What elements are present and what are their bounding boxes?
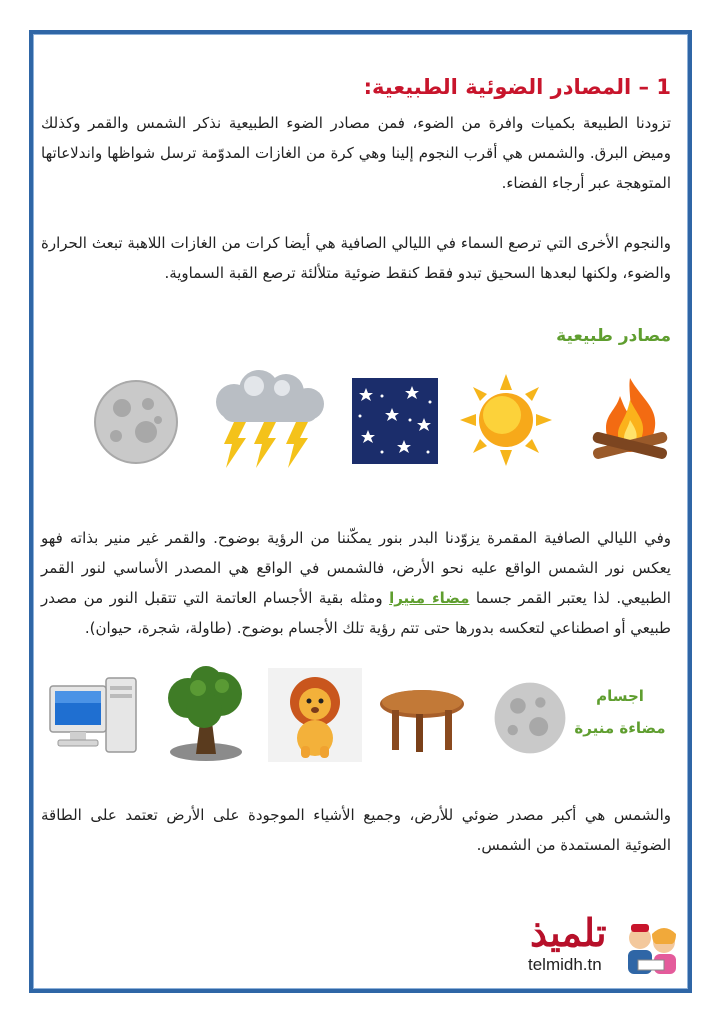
sun-icon — [458, 372, 554, 468]
moon-icon — [492, 680, 568, 756]
computer-icon — [46, 672, 142, 762]
section-title: 1 – المصادر الضوئية الطبيعية: — [363, 75, 671, 99]
telmidh-logo-arabic: تلميذ — [530, 910, 607, 955]
lion-icon — [268, 668, 362, 762]
moon-icon — [92, 378, 180, 466]
conclusion-paragraph: والشمس هي أكبر مصدر ضوئي للأرض، وجميع الأشياء الموجودة على الأرض تعتمد على الطاقة الضوئية المستمدة من الشمس. — [41, 806, 671, 854]
lit-bodies-label-line1: اجسام — [596, 687, 644, 705]
lightning-cloud-icon — [204, 368, 334, 472]
telmidh-logo-url: telmidh.tn — [528, 955, 602, 974]
kids-reading-icon — [620, 920, 684, 980]
lit-bodies-label — [560, 680, 680, 744]
fire-icon — [580, 370, 680, 470]
natural-sources-heading: مصادر طبيعية — [556, 326, 671, 346]
lit-body-highlight: مضاء منيرا — [389, 589, 470, 607]
table-icon — [376, 680, 468, 756]
tree-icon — [158, 664, 254, 764]
intro-paragraph-2: والنجوم الأخرى التي ترصع السماء في الليالي الصافية هي أيضا كرات من الغازات اللاهبة تبعث الحرارة والضوء، ولكنها لبعدها السحيق تبدو فقط كنقط ضوئية متلألئة ترصع القبة السماوية. — [41, 234, 671, 282]
moon-paragraph-text-1: وفي الليالي الصافية المقمرة يزوّدنا البدر بنور يمكّننا من الرؤية بوضوح. والقمر غير منير بذاته فهو يعكس نور الشمس الواقع عليه نحو الأرض، فالشمس في الواقع هي المصدر الأساسي لنور القمر الطبيعي. لذا يعتبر القمر جسما — [41, 529, 671, 607]
moon-paragraph-text-2: ومثله بقية الأجسام العاتمة التي تتقبل النور من مصدر طبيعي أو اصطناعي لتعكسه بدورها حتى تتم رؤية تلك الأجسام بوضوح. (طاولة، شجرة، حيوان). — [41, 589, 671, 637]
intro-paragraph-1: تزودنا الطبيعة بكميات وافرة من الضوء، فمن مصادر الضوء الطبيعية نذكر الشمس والقمر وكذلك وميض البرق. والشمس هي أقرب النجوم إلينا وهي كرة من الغازات المدوّمة ترسل شواظها واندلاعاتها المتوهجة عبر أرجاء الفضاء. — [41, 114, 671, 192]
moon-paragraph — [41, 523, 671, 643]
stars-icon — [352, 378, 438, 464]
lit-bodies-label-line2: مضاءة منيرة — [574, 719, 666, 737]
